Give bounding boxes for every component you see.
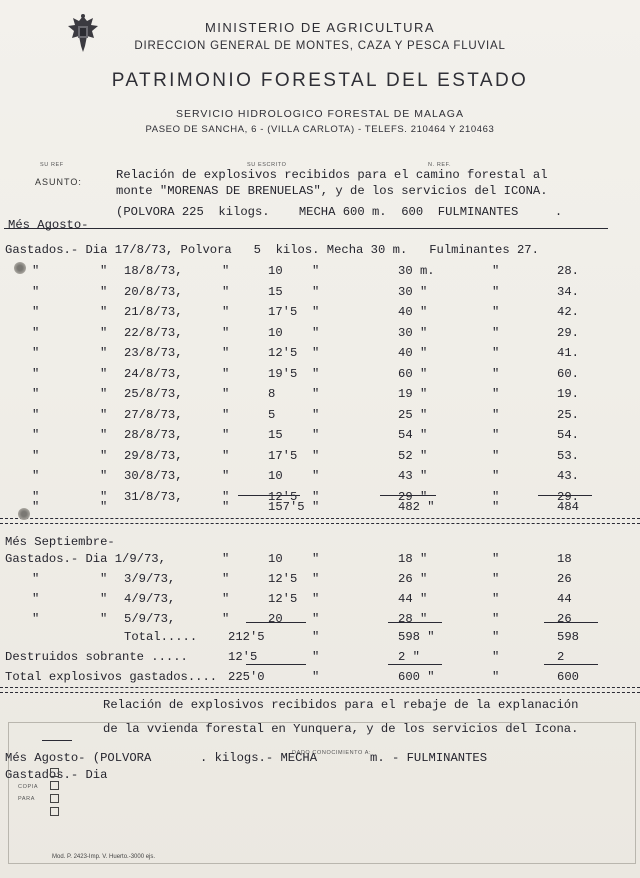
august-separator: [0, 518, 640, 524]
september-row-cell: ": [32, 612, 40, 626]
checkbox-2[interactable]: [50, 781, 59, 790]
september-total-cell: 212'5: [228, 630, 265, 644]
august-row-cell: 10: [268, 264, 283, 278]
checkbox-3[interactable]: [50, 794, 59, 803]
september-first-row-cell: 10: [268, 552, 283, 566]
august-row-cell: 10: [268, 469, 283, 483]
august-total-cell: 484: [557, 500, 579, 514]
august-row-cell: ": [100, 407, 108, 422]
august-row-cell: ": [312, 387, 320, 401]
august-row-cell: ": [100, 428, 108, 442]
september-row-cell: ": [222, 572, 230, 586]
sep-mecha-line: [388, 622, 442, 623]
sep-fulminantes-line: [544, 622, 598, 623]
august-row-cell: 19'5: [268, 366, 298, 381]
august-row-cell: ": [222, 489, 230, 504]
august-row-cell: 23/8/73,: [124, 346, 183, 360]
august-row-cell: ": [312, 264, 320, 278]
august-row-cell: ": [32, 284, 40, 299]
destr-fulminantes-line: [544, 664, 598, 665]
august-row-cell: 29 ": [398, 489, 428, 504]
total-gastados-cell: ": [492, 670, 500, 684]
august-row-cell: ": [32, 407, 40, 422]
agency-title: PATRIMONIO FORESTAL DEL ESTADO: [111, 70, 529, 91]
august-row-cell: ": [222, 284, 230, 299]
august-row-cell: ": [32, 448, 40, 463]
ministry-name: MINISTERIO DE AGRICULTURA: [204, 20, 436, 35]
august-row-cell: 30 m.: [398, 264, 435, 278]
august-row-cell: ": [222, 325, 230, 340]
august-row-cell: ": [222, 428, 230, 442]
august-row-cell: 20/8/73,: [124, 284, 183, 299]
august-total-cell: ": [312, 500, 320, 514]
september-row-cell: ": [32, 572, 40, 586]
mecha-sum-line: [380, 495, 436, 496]
second-kilogs-label: . kilogs.- MECHA: [200, 751, 318, 765]
august-row-cell: ": [492, 366, 500, 381]
dado-conocimiento-label: DADO CONOCIMIENTO A:: [292, 750, 372, 756]
august-row-cell: ": [100, 325, 108, 340]
september-row-cell: ": [222, 592, 230, 606]
total-gastados-cell: ": [312, 670, 320, 684]
august-row-cell: 29/8/73,: [124, 448, 183, 463]
august-row-cell: 28/8/73,: [124, 428, 183, 442]
august-row-cell: ": [222, 346, 230, 360]
september-row-cell: ": [492, 612, 500, 626]
september-total-cell: ": [312, 630, 320, 644]
address-line: PASEO DE SANCHA, 6 - (VILLA CARLOTA) - TELEFS. 210464 Y 210463: [145, 124, 495, 135]
september-first-row-cell: ": [312, 552, 320, 566]
august-row-cell: ": [100, 346, 108, 360]
august-row-cell: ": [312, 448, 320, 463]
total-gastados-cell: Total explosivos gastados....: [5, 670, 218, 684]
september-row-cell: 12'5: [268, 592, 298, 606]
august-row-cell: ": [32, 387, 40, 401]
august-row-cell: ": [100, 387, 108, 401]
print-footer: Mod. P. 2423-Imp. V. Huerto.-3000 ejs.: [52, 854, 156, 860]
august-row-cell: ": [100, 469, 108, 483]
august-row-cell: 41.: [557, 346, 579, 360]
september-heading: Més Septiembre-: [5, 535, 115, 549]
august-total-cell: ": [222, 500, 230, 514]
september-row-cell: 3/9/73,: [124, 572, 176, 586]
august-row-cell: ": [492, 325, 500, 340]
august-row-cell: 24/8/73,: [124, 366, 183, 381]
august-row-cell: 34.: [557, 284, 579, 299]
august-row-cell: 30 ": [398, 325, 428, 340]
september-separator: [0, 687, 640, 693]
august-row-cell: ": [492, 284, 500, 299]
september-row-cell: ": [100, 572, 108, 586]
august-row-cell: ": [32, 325, 40, 340]
august-row-cell: 28.: [557, 264, 579, 278]
august-row-cell: 25 ": [398, 407, 428, 422]
subject-line-1: Relación de explosivos recibidos para el camino forestal al: [116, 168, 548, 182]
august-row-cell: ": [312, 428, 320, 442]
august-row-cell: ": [32, 428, 40, 442]
august-row-cell: ": [492, 469, 500, 483]
august-row-cell: 60 ": [398, 366, 428, 381]
august-row-cell: ": [100, 284, 108, 299]
august-row-cell: ": [312, 469, 320, 483]
september-row-cell: ": [312, 572, 320, 586]
september-first-row-cell: 18: [557, 552, 572, 566]
total-gastados-cell: 225'0: [228, 670, 265, 684]
august-row-cell: ": [492, 448, 500, 463]
august-row-cell: ": [492, 387, 500, 401]
destruidos-cell: Destruidos sobrante .....: [5, 650, 188, 664]
august-row-cell: 30 ": [398, 284, 428, 299]
checkbox-1[interactable]: [50, 768, 59, 777]
destruidos-cell: 2 ": [398, 650, 420, 664]
august-row-cell: ": [100, 366, 108, 381]
checkbox-4[interactable]: [50, 807, 59, 816]
september-row-cell: ": [32, 592, 40, 606]
su-escrito-label: SU ESCRITO: [247, 162, 287, 168]
second-gastados-label: Gastados.- Dia: [5, 768, 108, 782]
august-row-cell: ": [492, 305, 500, 319]
destruidos-cell: 12'5: [228, 650, 258, 664]
august-row-cell: ": [32, 346, 40, 360]
fulminantes-sum-line: [538, 495, 592, 496]
second-month-label: Més Agosto- (POLVORA: [5, 751, 152, 765]
september-row-cell: 12'5: [268, 572, 298, 586]
august-row-cell: 8: [268, 387, 276, 401]
august-row-cell: ": [312, 366, 320, 381]
bottom-form-box: [8, 722, 636, 864]
second-subject-line-2: de la vvienda forestal en Yunquera, y de los servicios del Icona.: [103, 722, 579, 736]
august-total-cell: 157'5: [268, 500, 305, 514]
august-row-cell: ": [32, 366, 40, 381]
august-row-cell: ": [222, 407, 230, 422]
august-row-cell: 54 ": [398, 428, 428, 442]
august-total-cell: ": [492, 500, 500, 514]
subject-line-3: (POLVORA 225 kilogs. MECHA 600 m. 600 FULMINANTES .: [116, 205, 563, 219]
total-gastados-cell: 600 ": [398, 670, 435, 684]
september-row-cell: 5/9/73,: [124, 612, 176, 626]
copia-label: COPIA: [18, 784, 39, 790]
august-row-cell: ": [492, 489, 500, 504]
august-row-cell: ": [32, 469, 40, 483]
august-row-cell: ": [312, 346, 320, 360]
september-total-cell: 598 ": [398, 630, 435, 644]
su-ref-label: SU REF: [40, 162, 64, 168]
september-row-cell: ": [312, 592, 320, 606]
august-row-cell: ": [312, 284, 320, 299]
n-ref-label: N. REF.: [428, 162, 452, 168]
august-row-cell: 10: [268, 325, 283, 340]
august-row-cell: 31/8/73,: [124, 489, 183, 504]
september-row-cell: 26 ": [398, 572, 428, 586]
august-row-cell: 53.: [557, 448, 579, 463]
direction-name: DIRECCION GENERAL DE MONTES, CAZA Y PESCA FLUVIAL: [134, 40, 506, 52]
august-row-cell: ": [222, 305, 230, 319]
august-row-cell: ": [32, 489, 40, 504]
september-total-cell: 598: [557, 630, 579, 644]
august-row-cell: 42.: [557, 305, 579, 319]
august-row-cell: ": [32, 264, 40, 278]
september-row-cell: ": [312, 612, 320, 626]
august-row-cell: 60.: [557, 366, 579, 381]
august-heading: Més Agosto-: [8, 218, 89, 232]
september-row-cell: ": [100, 612, 108, 626]
august-row-cell: 43.: [557, 469, 579, 483]
september-first-row-cell: ": [492, 552, 500, 566]
september-first-row-cell: 18 ": [398, 552, 428, 566]
september-first-row-cell: Gastados.- Dia 1/9/73,: [5, 552, 166, 566]
august-row-cell: 25.: [557, 407, 579, 422]
august-row-cell: ": [100, 305, 108, 319]
august-first-row: Gastados.- Dia 17/8/73, Polvora 5 kilos. Mecha 30 m. Fulminantes 27.: [5, 243, 539, 257]
august-row-cell: ": [492, 346, 500, 360]
august-row-cell: 30/8/73,: [124, 469, 183, 483]
august-row-cell: 40 ": [398, 346, 428, 360]
august-row-cell: 17'5: [268, 448, 298, 463]
september-row-cell: 44: [557, 592, 572, 606]
august-row-cell: ": [312, 325, 320, 340]
august-row-cell: ": [222, 264, 230, 278]
asunto-label: ASUNTO:: [35, 177, 82, 187]
september-row-cell: ": [100, 592, 108, 606]
august-row-cell: 19 ": [398, 387, 428, 401]
august-row-cell: 52 ": [398, 448, 428, 463]
september-total-cell: ": [492, 630, 500, 644]
september-row-cell: 26: [557, 612, 572, 626]
august-row-cell: ": [492, 264, 500, 278]
august-row-cell: 12'5: [268, 346, 298, 360]
sep-polvora-line: [246, 622, 306, 623]
august-total-cell: ": [32, 500, 40, 514]
august-row-cell: 15: [268, 428, 283, 442]
august-row-cell: 27/8/73,: [124, 407, 183, 422]
destr-polvora-line: [246, 664, 306, 665]
september-row-cell: 44 ": [398, 592, 428, 606]
subject-line-2: monte "MORENAS DE BRENUELAS", y de los servicios del ICONA.: [116, 184, 548, 198]
august-row-cell: 22/8/73,: [124, 325, 183, 340]
august-row-cell: 5: [268, 407, 276, 422]
destr-mecha-line: [388, 664, 442, 665]
polvora-sum-line: [238, 495, 300, 496]
punch-hole-bottom: [18, 508, 30, 520]
august-row-cell: ": [492, 428, 500, 442]
august-row-cell: ": [312, 407, 320, 422]
august-row-cell: 29.: [557, 489, 579, 504]
august-row-cell: 12'5: [268, 489, 298, 504]
august-total-cell: ": [100, 500, 108, 514]
august-row-cell: 15: [268, 284, 283, 299]
august-row-cell: ": [312, 489, 320, 504]
august-row-cell: ": [100, 264, 108, 278]
september-total-cell: Total.....: [124, 630, 198, 644]
august-row-cell: 18/8/73,: [124, 264, 183, 278]
september-row-cell: ": [492, 572, 500, 586]
august-row-cell: ": [222, 366, 230, 381]
august-row-cell: ": [222, 448, 230, 463]
august-row-cell: 29.: [557, 325, 579, 340]
second-subject-line-1: Relación de explosivos recibidos para el rebaje de la explanación: [103, 698, 579, 712]
august-row-cell: 19.: [557, 387, 579, 401]
august-row-cell: ": [100, 448, 108, 463]
august-row-cell: 43 ": [398, 469, 428, 483]
august-row-cell: ": [100, 489, 108, 504]
september-row-cell: 4/9/73,: [124, 592, 176, 606]
total-gastados-cell: 600: [557, 670, 579, 684]
service-name: SERVICIO HIDROLOGICO FORESTAL DE MALAGA: [176, 108, 464, 120]
august-row-cell: 54.: [557, 428, 579, 442]
august-row-cell: 25/8/73,: [124, 387, 183, 401]
punch-hole-top: [14, 262, 26, 274]
august-row-cell: ": [222, 387, 230, 401]
destruidos-cell: 2: [557, 650, 565, 664]
august-total-cell: 482 ": [398, 500, 435, 514]
second-fulminantes-label: m. - FULMINANTES: [370, 751, 488, 765]
august-row-cell: ": [492, 407, 500, 422]
subject-underline: [4, 228, 608, 229]
destruidos-cell: ": [312, 650, 320, 664]
destruidos-cell: ": [492, 650, 500, 664]
para-label: PARA: [18, 796, 35, 802]
august-row-cell: ": [32, 305, 40, 319]
september-row-cell: ": [492, 592, 500, 606]
september-row-cell: 26: [557, 572, 572, 586]
august-row-cell: 40 ": [398, 305, 428, 319]
september-row-cell: 28 ": [398, 612, 428, 626]
august-row-cell: 17'5: [268, 305, 298, 319]
september-row-cell: 20: [268, 612, 283, 626]
august-row-cell: ": [312, 305, 320, 319]
august-row-cell: ": [222, 469, 230, 483]
september-row-cell: ": [222, 612, 230, 626]
september-first-row-cell: ": [222, 552, 230, 566]
august-row-cell: 21/8/73,: [124, 305, 183, 319]
